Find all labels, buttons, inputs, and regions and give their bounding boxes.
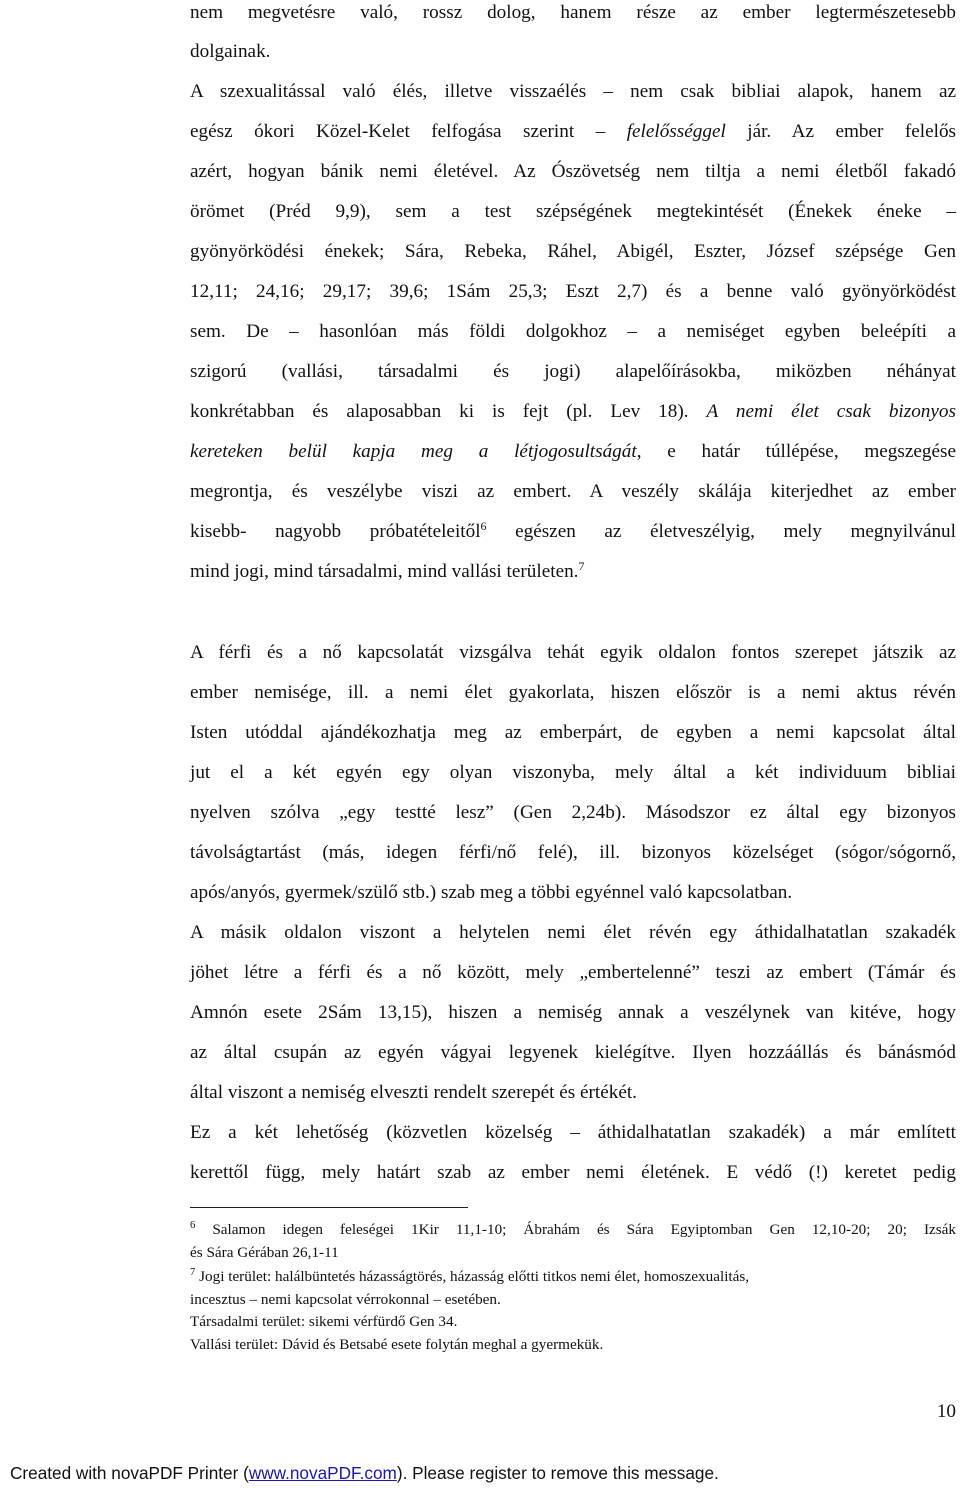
- body-line: [190, 278, 956, 306]
- text-run: jut el a két egyén egy olyan viszonyba, mely által a két individuum bibliai: [190, 762, 956, 783]
- text-run: kerettől függ, mely határt szab az ember nemi életének. E védő (!) keretet pedig: [190, 1162, 956, 1183]
- body-line: [190, 558, 956, 586]
- text-run: após/anyós, gyermek/szülő stb.) szab meg a többi egyénnel való kapcsolatban.: [190, 882, 793, 903]
- body-line: [190, 398, 956, 426]
- body-line: [190, 719, 956, 747]
- body-line: [190, 959, 956, 987]
- body-line: [190, 999, 956, 1027]
- text-run: A másik oldalon viszont a helytelen nemi élet révén egy áthidalhatatlan szakadék: [190, 922, 956, 943]
- text-run: nyelven szólva „egy testté lesz” (Gen 2,24b). Másodszor ez által egy bizonyos: [190, 802, 956, 823]
- text-run: dolgainak.: [190, 41, 271, 62]
- text-run: azért, hogyan bánik nemi életével. Az Ószövetség nem tiltja a nemi életből fakadó: [190, 161, 956, 182]
- body-line: [190, 679, 956, 707]
- text-run: kisebb- nagyobb próbatételeitől: [190, 521, 481, 542]
- text-run: sem. De – hasonlóan más földi dolgokhoz – a nemiséget egyben beleépíti a: [190, 321, 956, 342]
- body-line: [190, 518, 956, 546]
- body-line: [190, 1079, 956, 1107]
- footnote-line: [190, 1312, 956, 1332]
- text-run: egészen az életveszélyig, mely megnyilvánul: [486, 521, 956, 542]
- body-line: [190, 1119, 956, 1147]
- text-run: Amnón esete 2Sám 13,15), hiszen a nemiség annak a veszélynek van kitéve, hogy: [190, 1002, 956, 1023]
- text-run: által viszont a nemiség elveszti rendelt szerepét és értékét.: [190, 1082, 637, 1103]
- footnote-ref[interactable]: 7: [578, 558, 585, 573]
- body-line: [190, 0, 956, 27]
- text-run: távolságtartást (más, idegen férfi/nő felé), ill. bizonyos közelséget (sógor/sógornő,: [190, 842, 956, 863]
- footnote-line: [190, 1267, 956, 1287]
- body-line: [190, 839, 956, 867]
- body-line: [190, 639, 956, 667]
- footnote-line: [190, 1220, 956, 1240]
- text-run: egész ókori Közel-Kelet felfogása szerint –: [190, 121, 627, 142]
- body-line: [190, 38, 956, 66]
- footnote-separator: [190, 1207, 468, 1208]
- text-run: A férfi és a nő kapcsolatát vizsgálva tehát egyik oldalon fontos szerepet játszik az: [190, 642, 956, 663]
- body-line: [190, 318, 956, 346]
- text-run: az által csupán az egyén vágyai legyenek kielégítve. Ilyen hozzáállás és bánásmód: [190, 1042, 956, 1063]
- text-run: , e határ túllépése, megszegése: [636, 441, 956, 462]
- footnote-marker: 7: [190, 1267, 196, 1279]
- text-run: konkrétabban és alaposabban ki is fejt (pl. Lev 18).: [190, 401, 707, 422]
- text-run: A szexualitással való élés, illetve visszaélés – nem csak bibliai alapok, hanem az: [190, 81, 956, 102]
- footnote-text: incesztus – nemi kapcsolat vérrokonnal – esetében.: [190, 1291, 501, 1308]
- text-run: örömet (Préd 9,9), sem a test szépségének megtekintését (Énekek éneke –: [190, 201, 956, 222]
- body-line: [190, 919, 956, 947]
- body-line: [190, 118, 956, 146]
- footnote-text: Vallási terület: Dávid és Betsabé esete folytán meghal a gyermekük.: [190, 1336, 604, 1353]
- text-run: nem megvetésre való, rossz dolog, hanem része az ember legtermészetesebb: [190, 2, 956, 23]
- text-run: szigorú (vallási, társadalmi és jogi) alapelőírásokba, miközben néhányat: [190, 361, 956, 382]
- body-line: [190, 78, 956, 106]
- body-line: [190, 759, 956, 787]
- footnote-text: és Sára Gérában 26,1-11: [190, 1244, 339, 1261]
- body-line: [190, 438, 956, 466]
- text-run: Ez a két lehetőség (közvetlen közelség – áthidalhatatlan szakadék) a már említett: [190, 1122, 956, 1143]
- footnote-line: [190, 1243, 956, 1263]
- italic-text-run: kereteken belül kapja meg a létjogosultságát: [190, 441, 637, 462]
- body-line: [190, 1159, 956, 1187]
- footnote-text: Salamon idegen feleségei 1Kir 11,1-10; Ábrahám és Sára Egyiptomban Gen 12,10-20; 20; Izsák: [195, 1221, 956, 1238]
- text-run: 12,11; 24,16; 29,17; 39,6; 1Sám 25,3; Eszt 2,7) és a benne való gyönyörködést: [190, 281, 956, 302]
- text-run: Isten utóddal ajándékozhatja meg az emberpárt, de egyben a nemi kapcsolat által: [190, 722, 956, 743]
- footer-text: ). Please register to remove this message.: [396, 1463, 719, 1483]
- body-line: [190, 358, 956, 386]
- page-number: 10: [936, 1401, 956, 1422]
- body-line: [190, 478, 956, 506]
- footnote-line: [190, 1290, 956, 1310]
- footnote-text: Társadalmi terület: sikemi vérfürdő Gen 34.: [190, 1313, 458, 1330]
- text-run: jár. Az ember felelős: [725, 121, 957, 142]
- text-run: ember nemisége, ill. a nemi élet gyakorlata, hiszen először is a nemi aktus révén: [190, 682, 956, 703]
- footer-link[interactable]: www.novaPDF.com: [248, 1463, 397, 1483]
- text-run: jöhet létre a férfi és a nő között, mely „embertelenné” teszi az embert (Támár és: [190, 962, 956, 983]
- printer-watermark: [10, 1461, 719, 1485]
- footnote-line: [190, 1335, 956, 1355]
- italic-text-run: A nemi élet csak bizonyos: [706, 401, 956, 422]
- footnote-text: Jogi terület: halálbüntetés házasságtörés, házasság előtti titkos nemi élet, homoszexualitás,: [195, 1268, 750, 1285]
- footer-text: Created with novaPDF Printer (: [10, 1463, 249, 1483]
- body-line: [190, 879, 956, 907]
- body-line: [190, 799, 956, 827]
- footnote-marker: 6: [190, 1220, 196, 1232]
- body-line: [190, 158, 956, 186]
- text-run: megrontja, és veszélybe viszi az embert. A veszély skálája kiterjedhet az ember: [190, 481, 956, 502]
- text-run: mind jogi, mind társadalmi, mind vallási területen.: [190, 561, 579, 582]
- body-line: [190, 198, 956, 226]
- body-line: [190, 238, 956, 266]
- text-run: gyönyörködési énekek; Sára, Rebeka, Ráhel, Abigél, Eszter, József szépsége Gen: [190, 241, 956, 262]
- footnote-ref[interactable]: 6: [480, 518, 487, 533]
- body-line: [190, 1039, 956, 1067]
- italic-text-run: felelősséggel: [626, 121, 726, 142]
